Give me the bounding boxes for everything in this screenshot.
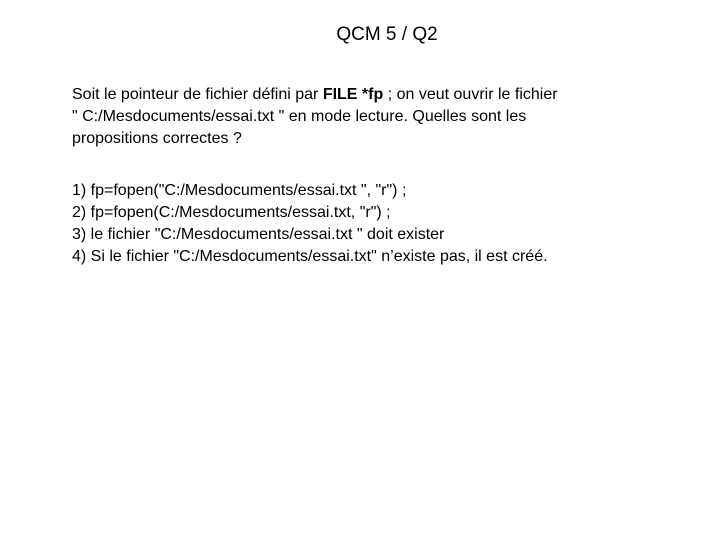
question-text: [72, 84, 692, 150]
question-line-1-end: ; on veut ouvrir le fichier: [383, 86, 558, 103]
question-line-3: propositions correctes ?: [72, 130, 242, 147]
option-2: 2) fp=fopen(C:/Mesdocuments/essai.txt, "r") ;: [72, 204, 391, 221]
question-line-1: [72, 84, 692, 106]
answer-options: [72, 180, 692, 268]
option-4: 4) Si le fichier "C:/Mesdocuments/essai.txt" n’existe pas, il est créé.: [72, 248, 548, 265]
option-1: 1) fp=fopen("C:/Mesdocuments/essai.txt ", "r") ;: [72, 182, 407, 199]
question-line-1-start: Soit le pointeur de fichier défini par: [72, 86, 323, 103]
option-3: 3) le fichier "C:/Mesdocuments/essai.txt " doit exister: [72, 226, 445, 243]
question-line-2: " C:/Mesdocuments/essai.txt " en mode lecture. Quelles sont les: [72, 108, 527, 125]
question-code-declaration: FILE *fp: [322, 86, 384, 103]
slide-title: QCM 5 / Q2: [336, 24, 438, 45]
